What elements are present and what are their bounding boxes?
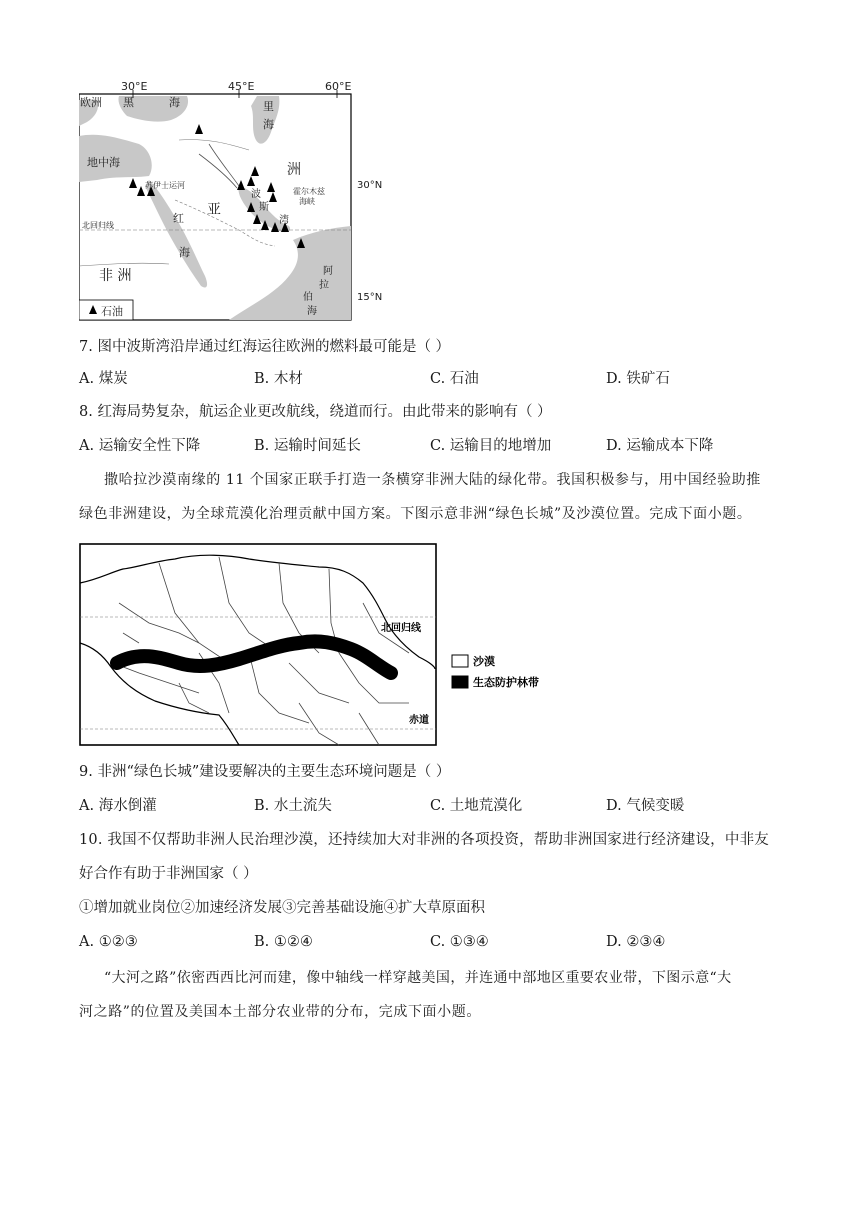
q8-option-d[interactable]: D. 运输成本下降 — [606, 438, 714, 454]
q8-option-a[interactable]: A. 运输安全性下降 — [79, 438, 201, 454]
intro1-line2: 绿色非洲建设，为全球荒漠化治理贡献中国方案。下图示意非洲“绿色长城”及沙漠位置。完成下面小题。 — [79, 506, 752, 522]
label-arabian-sea: 阿 — [323, 266, 333, 277]
label-persian-gulf: 湾 — [279, 215, 289, 226]
lat-label-15n: 15°N — [357, 292, 383, 303]
q10-option-c[interactable]: C. ①③④ — [430, 934, 489, 950]
legend-desert-swatch — [452, 655, 468, 667]
legend-belt-swatch — [452, 676, 468, 688]
label-red-sea: 海 — [179, 246, 190, 259]
label-arabian-sea: 海 — [307, 306, 317, 317]
label-europe: 欧洲 — [80, 96, 102, 109]
africa-green-wall-map — [79, 543, 559, 747]
middle-east-map — [79, 80, 355, 324]
label-persian-gulf: 斯 — [259, 202, 269, 213]
label-hormuz: 海峡 — [299, 197, 315, 206]
label-hormuz: 霍尔木兹 — [293, 187, 325, 196]
lon-label-30e: 30°E — [121, 80, 148, 93]
label-persian-gulf: 波 — [251, 189, 261, 200]
q10-option-a[interactable]: A. ①②③ — [79, 934, 138, 950]
q7-option-b[interactable]: B. 木材 — [254, 371, 303, 387]
q8-stem: 8. 红海局势复杂，航运企业更改航线，绕道而行。由此带来的影响有（ ） — [79, 404, 552, 420]
lon-label-60e: 60°E — [325, 80, 352, 93]
label-suez-canal: 苏伊士运河 — [145, 181, 185, 190]
map2-frame — [80, 544, 436, 745]
label-tropic: 北回归线 — [381, 623, 421, 634]
label-asia: 洲 — [287, 162, 301, 178]
q8-option-c[interactable]: C. 运输目的地增加 — [430, 438, 552, 454]
lat-label-30n-outer: 30°N — [357, 180, 383, 191]
intro1-line1: 撒哈拉沙漠南缘的 11 个国家正联手打造一条横穿非洲大陆的绿化带。我国积极参与，用中国经验助推 — [104, 472, 761, 488]
q7-option-a[interactable]: A. 煤炭 — [79, 371, 128, 387]
label-africa: 非 洲 — [99, 268, 132, 284]
africa-map-svg — [79, 543, 559, 747]
q10-choices: ①增加就业岗位②加速经济发展③完善基础设施④扩大草原面积 — [79, 900, 485, 916]
q7-option-c[interactable]: C. 石油 — [430, 371, 479, 387]
q9-option-c[interactable]: C. 土地荒漠化 — [430, 798, 523, 814]
lon-label-45e: 45°E — [228, 80, 255, 93]
label-asia: 亚 — [207, 202, 221, 218]
legend-belt-label: 生态防护林带 — [473, 676, 539, 689]
label-mediterranean: 地中海 — [87, 156, 120, 169]
label-arabian-sea: 拉 — [319, 280, 329, 291]
q10-option-b[interactable]: B. ①②④ — [254, 934, 313, 950]
q7-option-d[interactable]: D. 铁矿石 — [606, 371, 670, 387]
legend-desert-label: 沙漠 — [473, 655, 495, 668]
label-black-sea: 黑 — [123, 96, 134, 109]
intro2-line1: “大河之路”依密西西比河而建，像中轴线一样穿越美国，并连通中部地区重要农业带，下图示意“大 — [104, 970, 732, 986]
label-black-sea: 海 — [169, 96, 180, 109]
intro2-line2: 河之路”的位置及美国本土部分农业带的分布，完成下面小题。 — [79, 1004, 481, 1020]
q10-option-d[interactable]: D. ②③④ — [606, 934, 666, 950]
q9-option-b[interactable]: B. 水土流失 — [254, 798, 332, 814]
label-arabian-sea: 伯 — [303, 292, 313, 303]
label-caspian-sea: 海 — [263, 118, 274, 131]
label-equator: 赤道 — [409, 715, 429, 726]
q9-option-a[interactable]: A. 海水倒灌 — [79, 798, 157, 814]
q7-stem: 7. 图中波斯湾沿岸通过红海运往欧洲的燃料最可能是（ ） — [79, 339, 451, 355]
label-red-sea: 红 — [173, 212, 184, 225]
q9-stem: 9. 非洲“绿色长城”建设要解决的主要生态环境问题是（ ） — [79, 764, 451, 780]
label-caspian-sea: 里 — [263, 100, 274, 113]
q10-stem-line2: 好合作有助于非洲国家（ ） — [79, 866, 258, 882]
q8-option-b[interactable]: B. 运输时间延长 — [254, 438, 361, 454]
legend-oil-label: 石油 — [101, 305, 123, 318]
q9-option-d[interactable]: D. 气候变暖 — [606, 798, 685, 814]
middle-east-map-svg — [79, 80, 355, 324]
label-tropic: 北回归线 — [82, 221, 114, 230]
q10-stem-line1: 10. 我国不仅帮助非洲人民治理沙漠，还持续加大对非洲的各项投资，帮助非洲国家进行经济建设，中非友 — [79, 832, 769, 848]
